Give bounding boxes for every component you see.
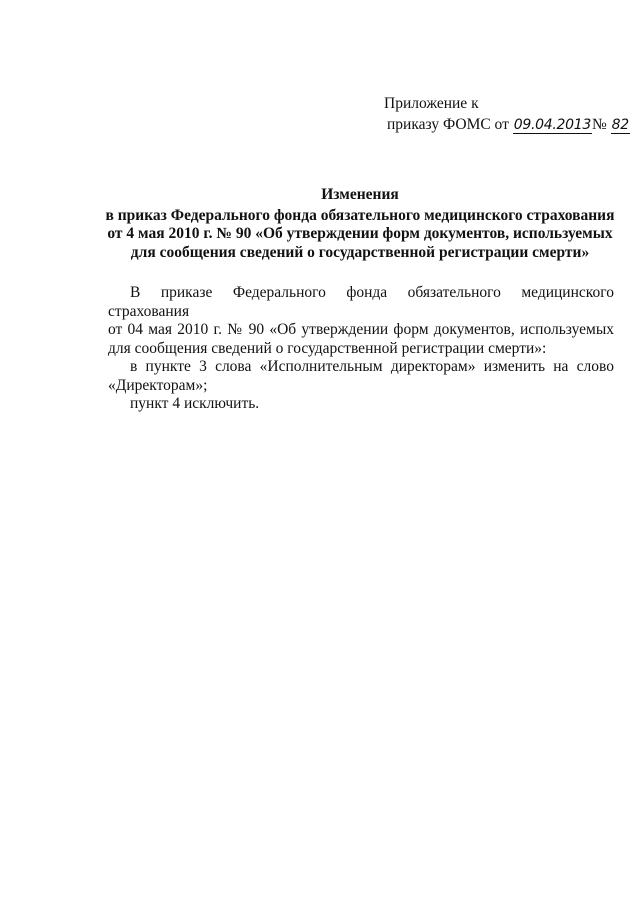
heading-line: в приказ Федерального фонда обязательного медицинского страхования (105, 206, 615, 224)
item1-line1: в пункте 3 слова «Исполнительным директорам» изменить на слово (130, 358, 614, 375)
number-sign: № (591, 116, 607, 133)
heading-title: Изменения (321, 186, 399, 203)
appendix-order-prefix: приказу ФОМС от (387, 116, 509, 133)
item1-line2: «Директорам»; (108, 376, 208, 394)
appendix-line1: Приложение к (384, 95, 479, 112)
document-heading (100, 186, 620, 262)
item2: пункт 4 исключить. (130, 395, 260, 412)
handwritten-number: 82 (611, 117, 629, 133)
handwritten-date: 09.04.2013 (513, 117, 591, 133)
document-body (108, 284, 614, 414)
appendix-block (384, 93, 630, 136)
heading-line: для сообщения сведений о государственной регистрации смерти» (130, 243, 590, 261)
intro-line2: от 04 мая 2010 г. № 90 «Об утверждении форм документов, используемых (108, 321, 614, 338)
intro-line1: В приказе Федерального фонда обязательного медицинского страхования (108, 284, 614, 320)
appendix-line2 (387, 114, 630, 136)
heading-line: от 4 мая 2010 г. № 90 «Об утверждении форм документов, используемых (107, 225, 613, 242)
intro-line3: для сообщения сведений о государственной регистрации смерти»: (108, 339, 547, 357)
